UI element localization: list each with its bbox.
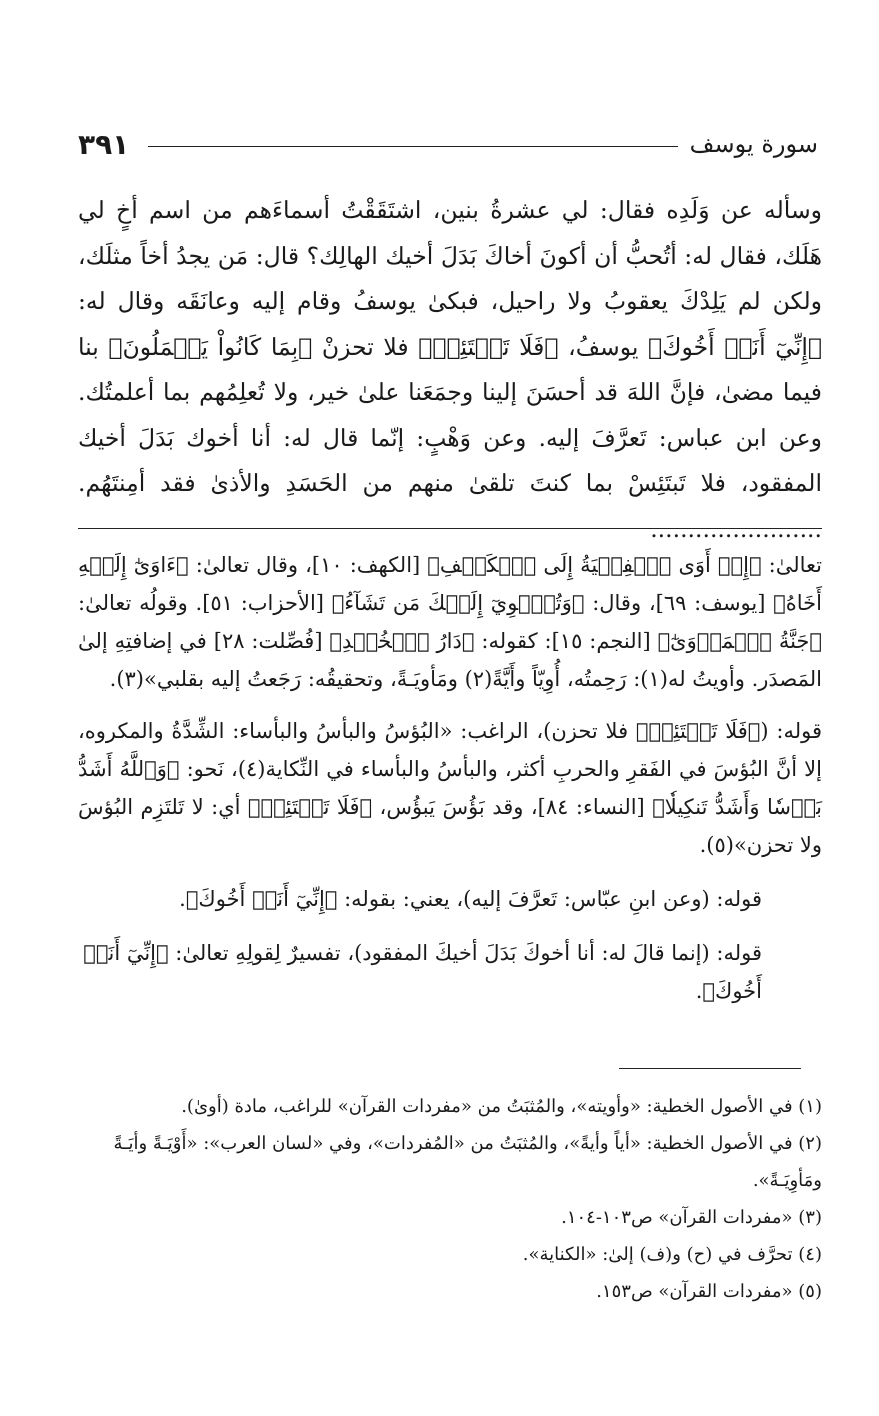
header-rule: [148, 146, 678, 147]
surah-title: سورة يوسف: [689, 130, 818, 158]
footnote: (٥) «مفردات القرآن» ص١٥٣.: [596, 1281, 822, 1302]
commentary-paragraph: تعالىٰ: ﴿إِذۡ أَوَى ٱلۡفِتۡيَةُ إِلَى ٱلۡكَهۡفِ﴾ [الكهف: ١٠]، وقال تعالىٰ: ﴿ءَاوَىٰٓ إِلَيۡهِ أَخَاهُ﴾ [يوسف: ٦٩]، وقال: ﴿وَتُـٔۡوِيٓ إِلَيۡكَ مَن تَشَآءُ﴾ [الأحزاب: ٥١]. وقولُه تعالىٰ: ﴿جَنَّةُ ٱلۡمَأۡوَىٰٓ﴾ [النجم: ١٥]: كقوله: ﴿دَارُ ٱلۡخُلۡدِ﴾ [فُصِّلت: ٢٨] في إضافتِهِ إلىٰ المَصدَر. وأويتُ له(١): رَحِمتُه، أُوِيّاً وأَيَّةً(٢) ومَأويَـةً، وتحقيقُه: رَجَعتُ إليه بقلبي»(٣).: [78, 553, 823, 691]
page-number: ٣٩١: [78, 128, 130, 161]
footnotes: [78, 1088, 822, 1310]
main-paragraph: وسأله عن وَلَدِه فقال: لي عشرةُ بنين، اشتَقَقْتُ أسماءَهم من اسم أخٍ لي هَلَك، فقال له: أتُحبُّ أن أكونَ أخاكَ بَدَلَ أخيك الهالِك؟ قال: مَن يجدُ أخاً مثلَك، ولكن لم يَلِدْكَ يعقوبُ ولا راحيل، فبكىٰ يوسفُ وقام إليه وعانَقَه وقال له: ﴿إِنِّيٓ أَنَا۠ أَخُوكَ﴾ يوسفُ، ﴿فَلَا تَبۡتَئِسۡ﴾ فلا تحزنْ ﴿بِمَا كَانُواْ يَعۡمَلُونَ﴾ بنا فيما مضىٰ، فإنَّ اللهَ قد أحسَنَ إلينا وجمَعَنا علىٰ خير، ولا تُعلِمُهم بما أعلمتُك. وعن ابن عباس: تَعرَّفَ إليه. وعن وَهْبٍ: إنّما قال له: أنا أخوك بَدَلَ أخيك المفقود، فلا تَبتَئِسْ بما كنتَ تلقىٰ منهم من الحَسَدِ والأذىٰ فقد أمِنتَهُم. .......................: [78, 196, 822, 543]
footnote: (٢) في الأصول الخطية: «أياً وأيةً»، والمُثبَتُ من «المُفردات»، وفي «لسان العرب»: «أَوْيَـةً وأيَـةً ومَأوِيَـةً».: [113, 1133, 822, 1191]
main-text: [78, 188, 822, 552]
footnote: (١) في الأصول الخطية: «وأويته»، والمُثبَتُ من «مفردات القرآن» للراغب، مادة (أوىٰ).: [181, 1096, 822, 1117]
commentary-paragraph: قوله: (إنما قالَ له: أنا أخوكَ بَدَلَ أخيكَ المفقود)، تفسيرٌ لِقولِهِ تعالىٰ: ﴿إِنِّيٓ أَنَا۠ أَخُوكَ﴾.: [83, 941, 762, 1003]
footnote: (٤) تحرَّف في (ح) و(ف) إلىٰ: «الكناية».: [522, 1244, 822, 1265]
footnote-rule: [619, 1068, 801, 1069]
footnote: (٣) «مفردات القرآن» ص١٠٣-١٠٤.: [561, 1207, 822, 1228]
page-header: [78, 128, 818, 168]
commentary-paragraph: قوله: (وعن ابنِ عبّاس: تَعرَّفَ إليه)، يعني: بقوله: ﴿إِنِّيٓ أَنَا۠ أَخُوكَ﴾.: [179, 887, 762, 911]
commentary-paragraph: قوله: (﴿فَلَا تَبۡتَئِسۡ﴾ فلا تحزن)، الراغب: «البُؤسُ والبأسُ والبأساء: الشِّدَّةُ والمكروه، إلا أنَّ البُؤسَ في الفَقرِ والحربِ أكثر، والبأسُ والبأساء في النِّكاية(٤)، نَحو: ﴿وَٱللَّهُ أَشَدُّ بَأۡسٗا وَأَشَدُّ تَنكِيلٗا﴾ [النساء: ٨٤]، وقد بَؤُسَ يَبؤُس، ﴿فَلَا تَبۡتَئِسۡ﴾ أي: لا تَلتَزِم البُؤسَ ولا تحزن»(٥).: [78, 719, 822, 857]
commentary: [78, 546, 822, 1024]
section-divider: [78, 528, 822, 529]
